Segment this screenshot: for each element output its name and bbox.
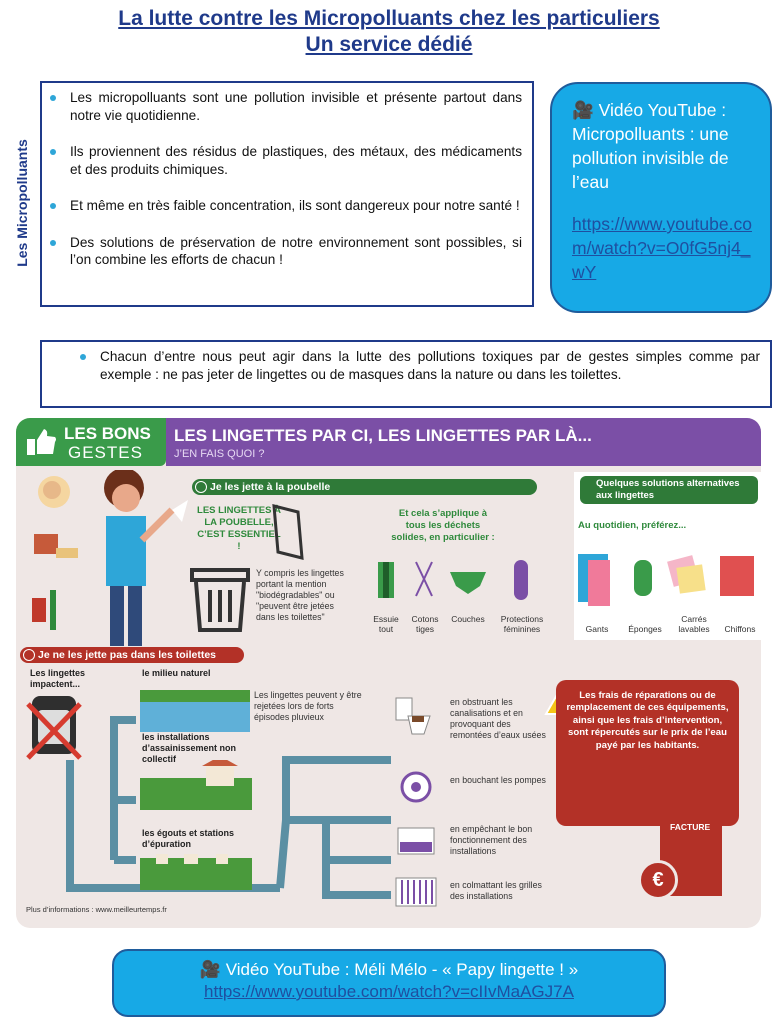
infographic-header <box>166 418 761 466</box>
pill-toilettes: Je ne les jette pas dans les toilettes <box>20 647 244 663</box>
thumbs-up-icon <box>26 427 58 457</box>
micropolluants-box <box>40 81 534 307</box>
video-callout-1: 🎥 Vidéo YouTube : Micropolluants : une pollution invisible de l’eau https://www.youtube.com/watch?v=O0fG5nj4_wY <box>550 82 772 313</box>
pill-poubelle: Je les jette à la poubelle <box>192 479 537 495</box>
diaper-icon <box>448 570 488 596</box>
paper-towel-icon <box>374 560 398 600</box>
cost-notice: Les frais de réparations ou de remplacement de ces équipements, ainsi que les frais d’intervention, sont répercutés sur le prix de l’eau payé par les habitants. <box>556 680 739 826</box>
people-illustration <box>22 470 192 646</box>
list-item: Les micropolluants sont une pollution invisible et présente partout dans notre vie quotidienne. <box>70 90 522 123</box>
page-title: La lutte contre les Micropolluants chez les particuliers Un service dédié <box>118 7 660 56</box>
wipe-icon <box>268 502 312 562</box>
youtube-link-2[interactable]: https://www.youtube.com/watch?v=cIIvMaAGJ7A <box>204 982 574 1001</box>
infographic: LES BONS GESTES LES LINGETTES PAR CI, LES LINGETTES PAR LÀ... J’EN FAIS QUOI ? Je les jette à la poubelle LES LINGETTES À LA POUBELLE, C’EST ESSENTIEL ! Y compris les lingettes portant la mention "biodégradables" ou "peuvent être jetées dans les toilettes" Et cela s’applique à tous les déchets solides, en particulier : Essuie tout Cotons tiges Couches Protections féminines Quelques solutions alternatives aux lingettes Au quotidien, préférez... Gants Éponges Carrés lavables Chiffons Je ne les jette pas dans les toilettes Les lingettes impactent... le milieu naturel Les lingettes peuvent y être rejetées lors de forts épisodes pluvieux les installations d’assainissement non collectif les égouts et stations d’épuration en obstruant les canalisations et en provoquant des remontées d’eaux usées en bouchant les pompes en empêchant le bon fonctionnement des installations en colmattant les grilles des installations Les frais de réparations ou de remplacement de ces équipements, ainsi que les frais d’intervention, sont répercutés sur le prix de l’eau payé par les habitants. FACTURE € Plus d’informations : www.meilleurtemps.fr <box>16 418 761 928</box>
infographic-subtitle: J’EN FAIS QUOI ? <box>174 448 265 460</box>
cotton-swab-icon <box>412 558 436 600</box>
bons-gestes-tag: LES BONS GESTES <box>16 418 166 466</box>
video-callout-2: 🎥 Vidéo YouTube : Méli Mélo - « Papy lingette ! » https://www.youtube.com/watch?v=cIIvMaAGJ7A <box>112 949 666 1017</box>
side-label: Les Micropolluants <box>14 139 31 267</box>
infographic-title: LES LINGETTES PAR CI, LES LINGETTES PAR LÀ... <box>174 426 592 445</box>
list-item: Ils proviennent des résidus de plastiques, des métaux, des médicaments et des produits chimiques. <box>70 144 522 177</box>
sewage-plant-illustration <box>140 850 252 890</box>
youtube-link-1[interactable]: https://www.youtube.com/watch?v=O0fG5nj4_wY <box>572 214 752 282</box>
euro-coin-icon: € <box>638 860 678 900</box>
trash-bin-icon <box>188 566 252 634</box>
installation-tank-icon <box>396 826 436 856</box>
grid-icon <box>394 876 438 908</box>
list-item: Des solutions de préservation de notre environnement sont possibles, si l’on combine les efforts de chacun ! <box>70 234 522 267</box>
video-camera-icon: 🎥 <box>199 960 221 979</box>
alternatives-panel: Quelques solutions alternatives aux lingettes Au quotidien, préférez... Gants Éponges Carrés lavables Chiffons <box>574 472 761 640</box>
video-camera-icon: 🎥 <box>572 100 594 120</box>
list-item: Et même en très faible concentration, ils sont dangereux pour notre santé ! <box>70 197 522 215</box>
natural-environment-illustration <box>140 684 250 732</box>
list-item: Chacun d’entre nous peut agir dans la lutte des pollutions toxiques par de gestes simples comme par exemple : ne pas jeter de lingettes ou de masques dans la nature ou dans les toilettes. <box>100 349 760 382</box>
pump-icon <box>398 770 434 804</box>
sanitary-pad-icon <box>510 558 532 602</box>
gestes-box <box>40 340 772 408</box>
toilet-icon <box>394 696 432 736</box>
sanitation-house-illustration <box>140 760 252 810</box>
alternatives-illustration <box>578 546 758 612</box>
